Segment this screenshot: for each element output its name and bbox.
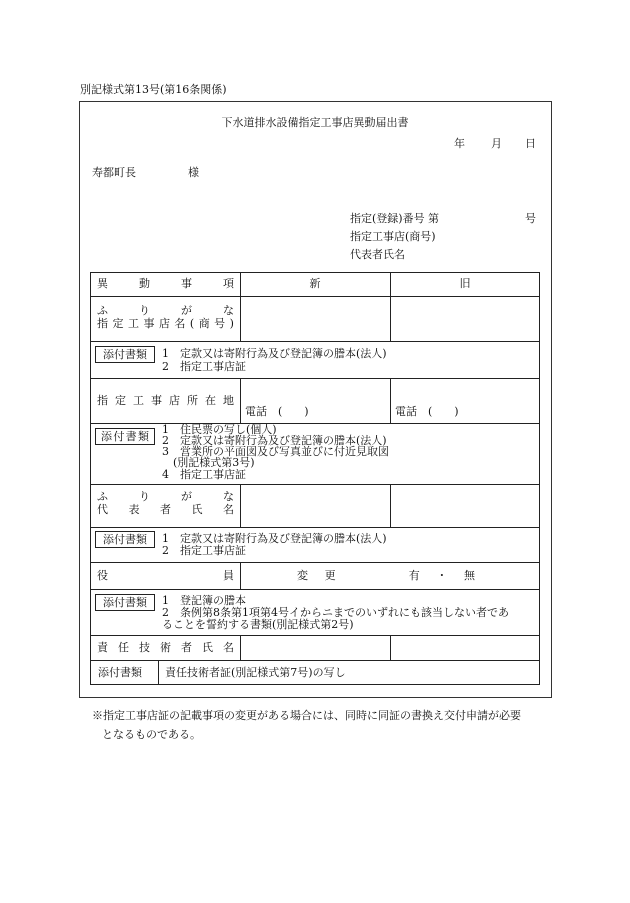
- header-change-item: 異 動 事 項: [97, 277, 234, 290]
- attachment-5-item: 責任技術者証(別記様式第7号)の写し: [165, 666, 346, 679]
- representative-row-label: 代 表 者 氏 名: [97, 503, 234, 516]
- date-month: 月: [491, 137, 502, 150]
- attachment-2-item-2: 2 定款又は寄附行為及び登記簿の謄本(法人): [162, 434, 387, 447]
- shop-name-label: 指定工事店(商号): [350, 230, 436, 243]
- location-new-phone[interactable]: 電話 ( ): [245, 405, 309, 418]
- attachment-2-item-3b: (別記様式第3号): [162, 456, 255, 469]
- attachment-label-1: 添付書類: [95, 346, 155, 363]
- footnote-line-2: となるものである。: [102, 728, 201, 741]
- attachment-label-4: 添付書類: [95, 594, 155, 611]
- form-number-label: 別記様式第13号(第16条関係): [80, 83, 227, 96]
- date-year: 年: [454, 137, 465, 150]
- representative-furigana: ふ り が な: [97, 490, 234, 503]
- shop-location-label: 指 定 工 事 店 所 在 地: [97, 394, 234, 407]
- attachment-4-item-1: 1 登記簿の謄本: [162, 594, 246, 607]
- attachment-3-item-2: 2 指定工事店証: [162, 544, 246, 557]
- engineer-new-cell[interactable]: [241, 636, 389, 659]
- attachment-1-item-2: 2 指定工事店証: [162, 360, 246, 373]
- addressee-honorific: 様: [188, 166, 199, 179]
- addressee-name: 寿都町長: [92, 166, 136, 179]
- officer-change-options: 変 更 有 ・ 無: [297, 569, 475, 582]
- attachment-3-item-1: 1 定款又は寄附行為及び登記簿の謄本(法人): [162, 532, 387, 545]
- location-old-phone[interactable]: 電話 ( ): [395, 405, 459, 418]
- shop-name-old-cell[interactable]: [391, 297, 539, 340]
- header-new: 新: [309, 277, 321, 290]
- attachment-label-2: 添 付 書 類: [95, 428, 155, 445]
- header-old: 旧: [459, 277, 471, 290]
- date-day: 日: [525, 137, 536, 150]
- shop-name-new-cell[interactable]: [241, 297, 389, 340]
- attachment-label-3: 添付書類: [95, 531, 155, 548]
- attachment-label-5: 添付書類: [98, 666, 142, 679]
- attachment-1-item-1: 1 定款又は寄附行為及び登記簿の謄本(法人): [162, 347, 387, 360]
- engineer-old-cell[interactable]: [391, 636, 539, 659]
- footnote-line-1: ※指定工事店証の記載事項の変更がある場合には、同時に同証の書換え交付申請が必要: [92, 709, 521, 722]
- registration-number-label: 指定(登録)番号: [350, 212, 425, 225]
- registration-dai: 第: [428, 212, 439, 225]
- shop-name-row-label: 指 定 工 事 店 名 ( 商 号 ): [97, 317, 234, 330]
- attachment-4-item-2: 2 条例第8条第1項第4号イからニまでのいずれにも該当しない者であ: [162, 606, 509, 619]
- attachment-2-item-4: 4 指定工事店証: [162, 468, 246, 481]
- representative-new-cell[interactable]: [241, 485, 389, 526]
- officer-label: 役 員: [97, 569, 234, 582]
- representative-old-cell[interactable]: [391, 485, 539, 526]
- attachment-2-item-3: 3 営業所の平面図及び写真並びに付近見取図: [162, 445, 389, 458]
- registration-go: 号: [525, 212, 536, 225]
- engineer-label: 責 任 技 術 者 氏 名: [97, 641, 234, 654]
- attachment-2-item-1: 1 住民票の写し(個人): [162, 423, 277, 436]
- representative-label: 代表者氏名: [350, 248, 405, 261]
- shop-name-furigana: ふ り が な: [97, 304, 234, 317]
- attachment-4-item-2b: ることを誓約する書類(別記様式第2号): [162, 618, 354, 631]
- form-title: 下水道排水設備指定工事店異動届出書: [221, 116, 409, 129]
